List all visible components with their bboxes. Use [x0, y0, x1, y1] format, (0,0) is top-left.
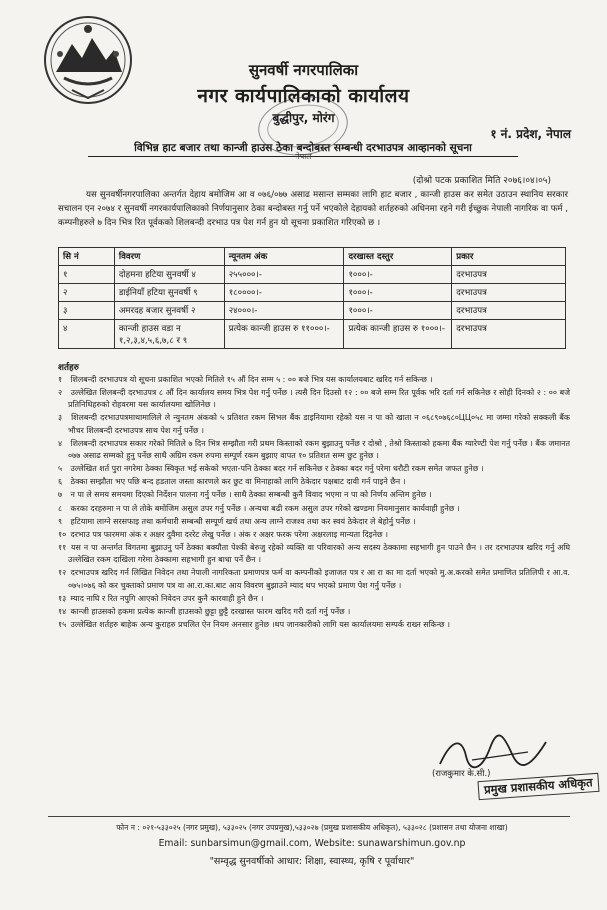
- term-number: १०: [58, 529, 67, 539]
- term-text: म्याद नाघि र रित नपुगि आएको निवेदन उपर कुनै कारवाही हुने छैन ।: [70, 593, 264, 603]
- term-number: ७: [58, 490, 63, 500]
- term-number: १३: [58, 593, 67, 603]
- header-fee: दरखास्त दस्तुर: [344, 248, 452, 266]
- cell: दोहमना हटिया सुनवर्षी ४: [114, 266, 224, 284]
- term-number: १५: [58, 619, 67, 629]
- province-label: १ नं. प्रदेश, नेपाल: [490, 127, 571, 141]
- term-text: कान्जी हाउसको हकमा प्रत्येक कान्जी हाउसको छुट्टा छुट्टै दरखास्त फारम खरिद गरी दर्ता गर्नु पर्नेछ ।: [70, 606, 351, 616]
- term-number: ९: [58, 516, 63, 526]
- cell: दरभाउपत्र: [452, 284, 566, 302]
- term-number: ५: [58, 464, 63, 474]
- office-name: नगर कार्यपालिकाको कार्यालय: [197, 85, 410, 107]
- term-text: यस न पा अन्तर्गत विगतमा बुझाउनु पर्ने ठेक्का बक्यौता पेश्की बेरुजु रहेको व्यक्ति वा परिवारको अन्य सदस्य ठेक्कामा सहभागी हुन पाउने छैन । तर दरभाउपत्र खरिद गर्नु अघि उल्लेखित रकम दाखिला गरेमा ठेक्कामा सहभागी हुन बाधा पर्ने छैन ।: [68, 542, 570, 565]
- term-text: उल्लेखित शर्त पुरा नगरेमा ठेक्का स्विकृत भई सकेको भएता-पनि ठेक्का बदर गर्न सकिनेछ र ठेक्का बदर गर्नु परेमा धरौटी रकम समेत जफत हुनेछ ।: [70, 464, 484, 474]
- term-number: १: [58, 375, 63, 384]
- cell: १०००।-: [344, 302, 452, 320]
- footer-divider: [48, 816, 570, 817]
- term-text: करका दरहरुमा न पा ले तोके बमोजिम असुल उपर गर्नु पर्नेछ । अन्यथा बढी रकम असुल उपर गरेको खण्डमा नियमानुसार कार्यवाही हुनेछ ।: [70, 503, 460, 513]
- footer-slogan: "सम्वृद्ध सुनवर्षीको आधार: शिक्षा, स्वास्थ्य, कृषि र पूर्वाधार": [209, 856, 415, 867]
- term-text: शिलबन्दी दरभाउपत्र सकार गरेको मितिले ७ दिन भित्र सम्झौता गरी प्रथम किस्ताको रकम बुझाउनु पर्नेछ र दोश्रो , तेश्रो किस्ताको हकमा बैंक ग्यारेण्टी पेश गर्नु पर्नेछ । बैंक जमानत ०७७ असाढ सम्मको हुनु पर्नेछ साथै अग्रिम रकम रुपमा सम्पूर्ण रकम बुझाए वापत १० प्रतिशत सम्म छुट हुनेछ ।: [68, 438, 570, 461]
- term-text: उल्लेखित शर्तहरु बाहेक अन्य कुराहरु प्रचलित ऐन नियम अनसार हुनेछ ।थप जानकारीको लागि यस कार्यालयमा सम्पर्क राख्न सकिन्छ ।: [70, 619, 451, 629]
- term-number: २: [58, 388, 63, 398]
- footer-contact: Email: sunbarsimun@gmail.com, Website: sunawarshimun.gov.np: [158, 838, 466, 849]
- cell: दरभाउपत्र: [452, 302, 566, 320]
- office-address: बुद्धीपुर, मोरंग: [272, 111, 335, 125]
- list-item: [58, 542, 570, 567]
- cell: ४: [59, 320, 115, 349]
- term-number: १२: [58, 568, 67, 578]
- term-number: ४: [58, 438, 63, 448]
- term-text: दरभाउपत्र खरिद गर्न लिखित निवेदन तथा नेपाली नागरिकता प्रमाणपत्र फर्म वा कम्पनीको इजाजत पत्र र आ रा का मा दर्ता भएको मु.अ.करको समेत प्रमाणित प्रतिलिपी र आ.व. ०७५।०७६ को कर चुक्ताको प्रमाण पत्र वा आ.रा.का.बाट आय विवरण बुझाउने म्याद थप भएको प्रमाण पेश गर्नु पर्नेछ ।: [68, 568, 570, 590]
- country-label: नेपाल: [295, 152, 312, 161]
- terms-heading: शर्तहरु: [58, 363, 79, 373]
- term-number: ३: [58, 413, 63, 423]
- term-number: ८: [58, 503, 63, 513]
- header-min-amount: न्यूनतम अंक: [224, 248, 344, 266]
- term-text: उल्लेखित शिलबन्दी दरभाउपत्र ८ औं दिन कार्यालय समय भित्र पेश गर्नु पर्नेछ । त्यसै दिन दिउसो १२ : ०० बजे सम्म रित पूर्वक भरि दर्ता गर्न सकिनेछ र सोही दिनको २ : ०० बजे प्रतिनिधिहरुको रोहवरमा यस कार्यालयमा खोलिनेछ ।: [68, 388, 570, 410]
- cell: ३: [59, 302, 115, 320]
- cell: डाईनियाँ हटिया सुनवर्षी ९: [114, 284, 224, 302]
- list-item: [58, 567, 570, 592]
- list-item: [58, 387, 570, 412]
- term-text: ठेक्का सम्झौता भए पछि बन्द हडताल जस्ता कारणले कर छुट वा मिनाहाको लागि ठेकेदार पक्षबाट दावी गर्न पाइने छैन ।: [70, 477, 406, 487]
- cell: २४०००।-: [224, 302, 344, 320]
- list-item: [58, 489, 570, 501]
- notice-intro: यस सुनवर्षीनगरपालिका अन्तर्गत देहाय बमोजिम आ व ०७६/०७७ असाढ मसान्त सम्मका लागि हाट बजार , कान्जी हाउस कर समेत उठाउन स्थानिय सरकार सचालन एन २०७४ र सुनवर्षी नगरकार्यपालिकाको निर्णयानुसार ठेका बन्दोबस्त गर्नु पर्ने भएकोले देहायको शर्तहरुको अधिनमा रहने गरी ईच्छुक नेपाली नागरिक वा फर्म , कम्पनीहरुले ७ दिन भित्र रित पूर्वकको शिलबन्दी दरभाउ पत्र पेश गर्न हुन यो सूचना प्रकाशित गरिएको छ ।: [58, 190, 568, 228]
- cell: प्रत्येक कान्जी हाउस रु ११०००।-: [224, 320, 344, 349]
- signer-designation-stamp: प्रमुख प्रशासकीय अधिकृत: [477, 773, 599, 800]
- signer-name: (राजकुमार के.सी.): [432, 769, 491, 779]
- term-number: ६: [58, 477, 63, 487]
- table-row: [59, 302, 566, 320]
- list-item: [58, 412, 570, 437]
- list-item: [58, 516, 570, 528]
- list-item: [58, 374, 570, 386]
- municipality-name: सुनवर्षी नगरपालिका: [248, 61, 359, 79]
- tender-table: [58, 247, 566, 349]
- cell: दरभाउपत्र: [452, 320, 566, 349]
- table-row: [59, 320, 566, 349]
- terms-list: [58, 374, 570, 632]
- header-description: विवरण: [114, 248, 224, 266]
- list-item: [58, 593, 570, 605]
- cell: १८००००।-: [224, 284, 344, 302]
- cell: २: [59, 284, 115, 302]
- list-item: [58, 606, 570, 618]
- term-number: १४: [58, 606, 67, 616]
- cell: अमरदह बजार सुनवर्षी २: [114, 302, 224, 320]
- term-text: दरभाउ पत्र फारममा अंक र अक्षर दुवैमा दररेट लेखु पर्नेछ । अंक र अक्षर फरक परेमा अक्षरलाइ मान्यता दिइनेछ ।: [70, 529, 389, 539]
- term-text: न पा ले समय समयमा दिएको निर्देशन पालना गर्नु पर्नेछ । साथै ठेक्का सम्बन्धी कुनै विवाद भएमा न पा को निर्णय अन्तिम हुनेछ ।: [70, 490, 432, 500]
- term-text: हटियामा लाग्ने सरसफाइ तथा कर्मचारी सम्बन्धी सम्पूर्ण खर्च तथा अन्य लाग्ने राजश्व तथा कर स्वयं ठेकेदार ले बेहोर्नु पर्नेछ ।: [70, 516, 416, 526]
- term-number: ११: [58, 542, 67, 552]
- cell: २५५०००।-: [224, 266, 344, 284]
- cell: प्रत्येक कान्जी हाउस रु १०००।-: [344, 320, 452, 349]
- table-row: [59, 266, 566, 284]
- cell: दरभाउपत्र: [452, 266, 566, 284]
- header-type: प्रकार: [452, 248, 566, 266]
- cell: १०००।-: [344, 266, 452, 284]
- list-item: [58, 529, 570, 541]
- term-text: शिलबन्दी दरभाउपत्र यो सूचना प्रकाशित भएको मितिले १५ औं दिन सम्म ५ : ०० बजे भित्र यस कार्यालयबाट खरिद गर्न सकिन्छ ।: [70, 375, 433, 384]
- list-item: [58, 463, 570, 475]
- cell: कान्जी हाउस वडा न १,२,३,४,५,६,७,८ र ९: [114, 320, 224, 349]
- list-item: [58, 476, 570, 488]
- table-row: [59, 284, 566, 302]
- term-text: शिलबन्दी दरभाउपत्रमाथामालिले ले न्युनतम अंकको ५ प्रतिशत रकम सिभल बैंक डाइनियामा रहेको यस न पा को खाता न ०६८९०७६८०ЦЦ०५८ मा जम्मा गरेको सक्कली बैंक भौचर शिलबन्दी दरभाउपत्र साथ पेश गर्नु पर्नेछ ।: [68, 413, 570, 435]
- list-item: [58, 438, 570, 463]
- list-item: [58, 503, 570, 515]
- cell: १०००।-: [344, 284, 452, 302]
- footer-phone: फोन न : ०२१-५३३०२५ (नगर प्रमुख), ५३३०२५ (नगर उपप्रमुख),५३३०२७ (प्रमुख प्रशासकीय अधिकृत), ५३३०२८ (प्रशासन तथा योजना शाखा): [116, 823, 508, 832]
- header-sn: सि नं: [59, 248, 115, 266]
- table-header-row: [59, 248, 566, 266]
- notice-title: विभिन्न हाट बजार तथा कान्जी हाउस ठेका बन्दोबस्त सम्बन्धी दरभाउपत्र आव्हानको सूचना: [88, 141, 518, 157]
- cell: १: [59, 266, 115, 284]
- list-item: [58, 619, 570, 631]
- publication-date: (दोश्रो पटक प्रकाशित मिति २०७६।०४।०५): [412, 176, 551, 186]
